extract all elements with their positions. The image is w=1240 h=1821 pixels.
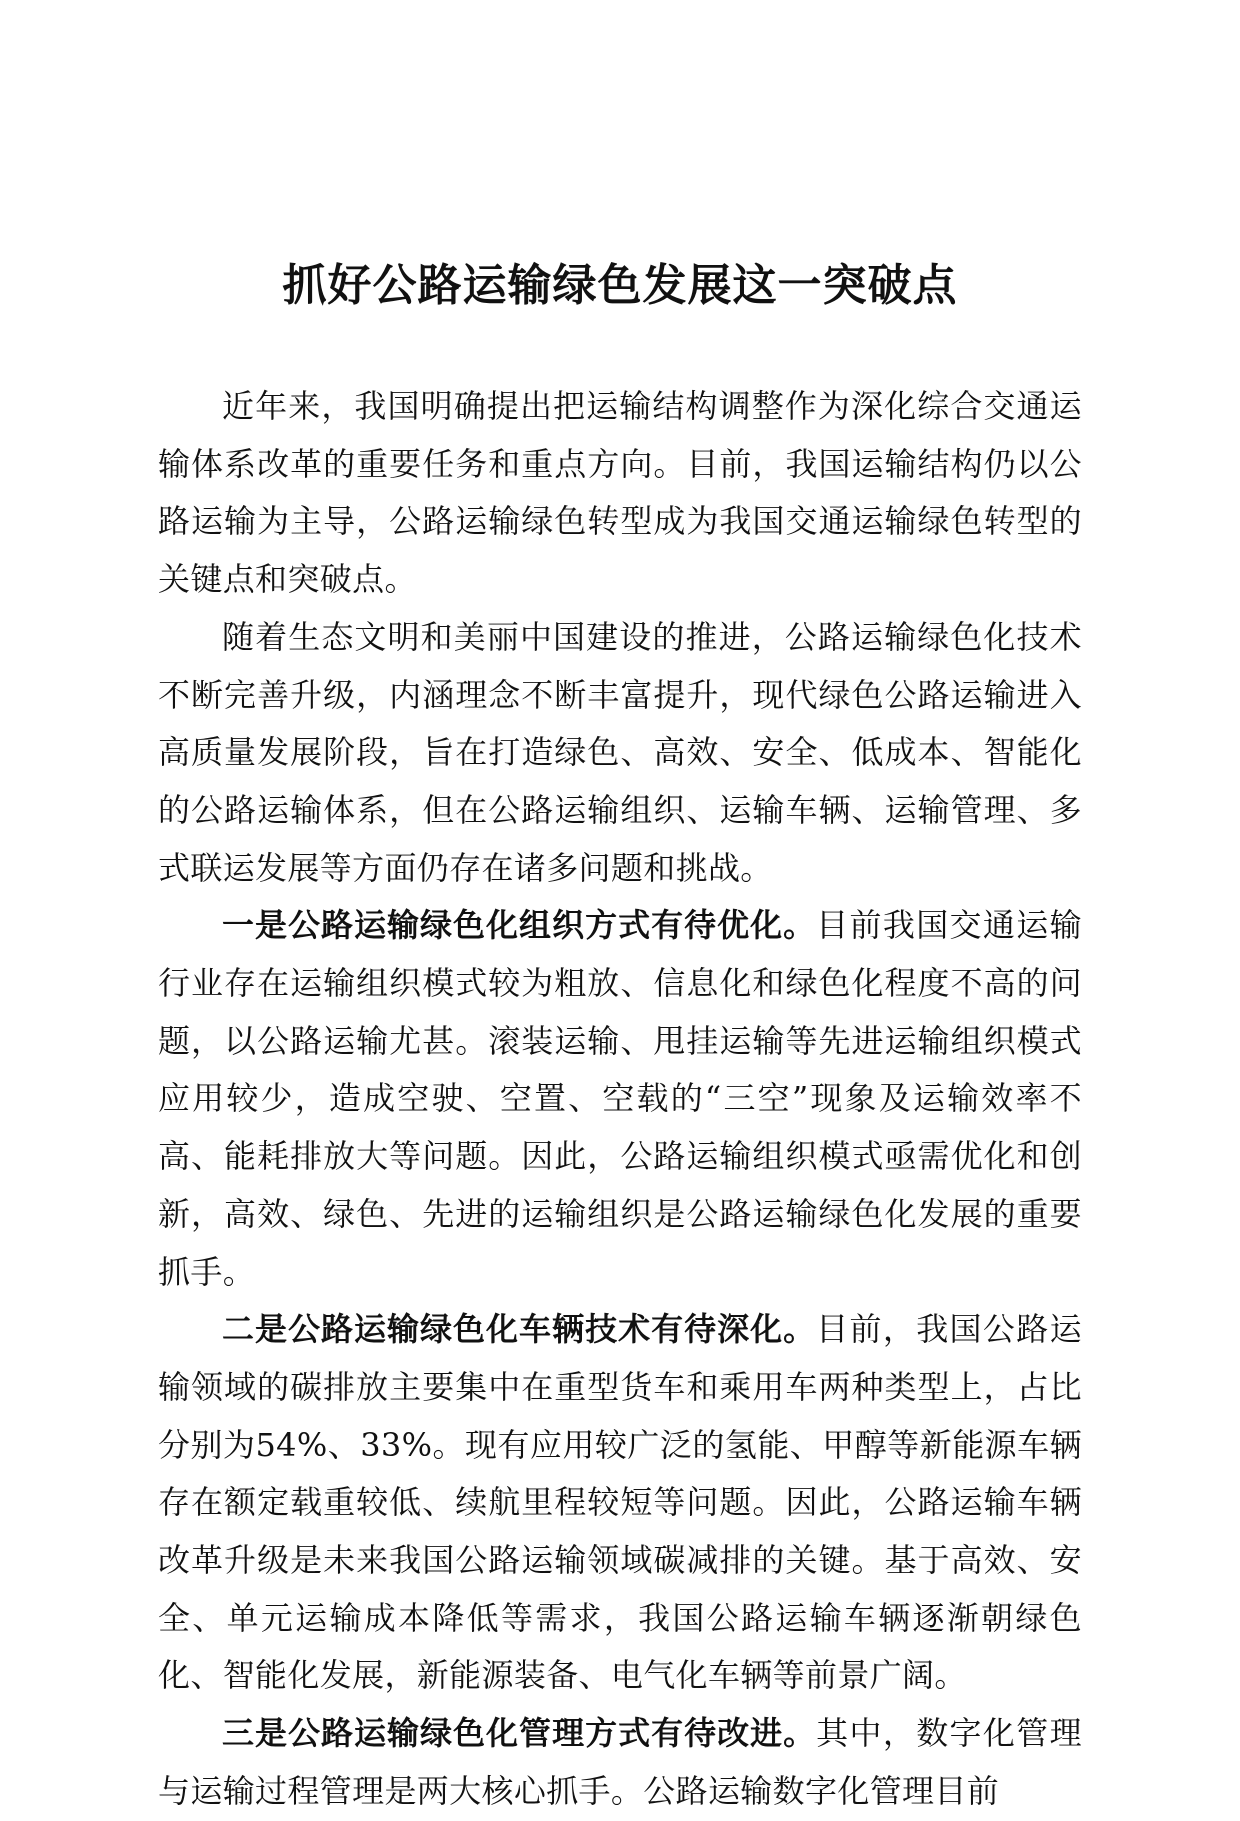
paragraph-1 <box>158 378 1082 609</box>
paragraph-4 <box>158 1301 1082 1705</box>
paragraph-text: 目前，我国公路运输领域的碳排放主要集中在重型货车和乘用车两种类型上，占比分别为54%、33%。现有应用较广泛的氢能、甲醇等新能源车辆存在额定载重较低、续航里程较短等问题。因此，公路运输车辆改革升级是未来我国公路运输领域碳减排的关键。基于高效、安全、单元运输成本降低等需求，我国公路运输车辆逐渐朝绿色化、智能化发展，新能源装备、电气化车辆等前景广阔。 <box>158 1310 1082 1695</box>
paragraph-text: 目前我国交通运输行业存在运输组织模式较为粗放、信息化和绿色化程度不高的问题，以公路运输尤甚。滚装运输、甩挂运输等先进运输组织模式应用较少，造成空驶、空置、空载的“三空”现象及运输效率不高、能耗排放大等问题。因此，公路运输组织模式亟需优化和创新，高效、绿色、先进的运输组织是公路运输绿色化发展的重要抓手。 <box>158 906 1082 1291</box>
paragraph-text: 近年来，我国明确提出把运输结构调整作为深化综合交通运输体系改革的重要任务和重点方向。目前，我国运输结构仍以公路运输为主导，公路运输绿色转型成为我国交通运输绿色转型的关键点和突破点。 <box>158 387 1082 599</box>
paragraph-2 <box>158 609 1082 898</box>
paragraph-5 <box>158 1705 1082 1820</box>
paragraph-3 <box>158 897 1082 1301</box>
document-title: 抓好公路运输绿色发展这一突破点 <box>282 260 958 311</box>
paragraph-lead: 二是公路运输绿色化车辆技术有待深化。 <box>222 1310 817 1349</box>
paragraph-lead: 三是公路运输绿色化管理方式有待改进。 <box>222 1714 817 1753</box>
paragraph-text: 其中，数字化管理与运输过程管理是两大核心抓手。公路运输数字化管理目前 <box>158 1714 1082 1810</box>
paragraph-text: 随着生态文明和美丽中国建设的推进，公路运输绿色化技术不断完善升级，内涵理念不断丰富提升，现代绿色公路运输进入高质量发展阶段，旨在打造绿色、高效、安全、低成本、智能化的公路运输体系，但在公路运输组织、运输车辆、运输管理、多式联运发展等方面仍存在诸多问题和挑战。 <box>158 617 1082 887</box>
paragraph-lead: 一是公路运输绿色化组织方式有待优化。 <box>222 906 817 945</box>
document-body <box>158 378 1082 1821</box>
